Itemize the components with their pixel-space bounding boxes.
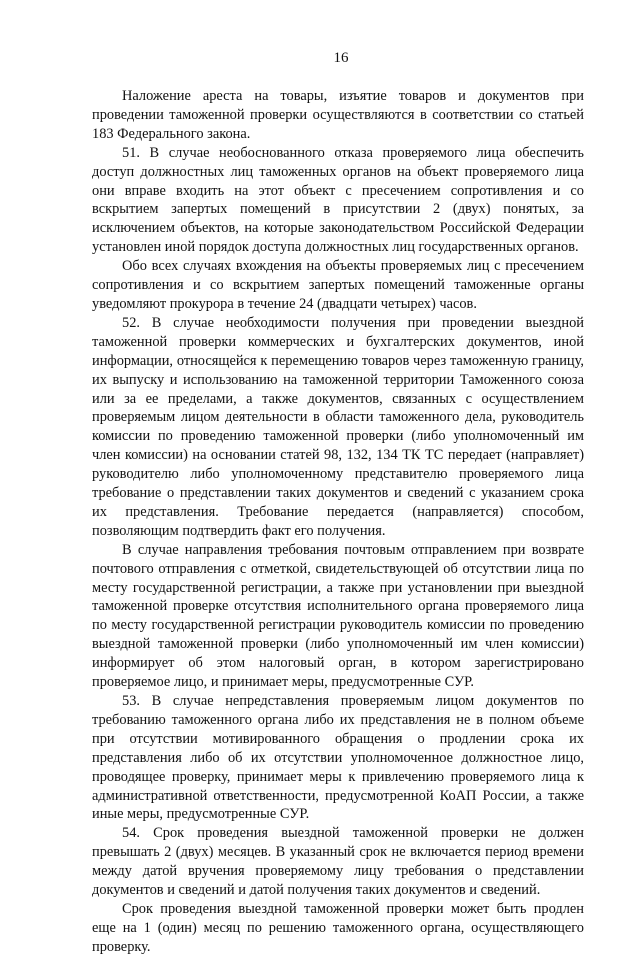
paragraph-54-extension: Срок проведения выездной таможенной проверки может быть продлен еще на 1 (один) месяц по решению таможенного органа, осуществляющего проверку. <box>92 900 584 955</box>
paragraph-52-postal-request: В случае направления требования почтовым отправлением при возврате почтового отправления с отметкой, свидетельствующей об отсутствии лица по месту государственной регистрации, а также при установлении при выездной таможенной проверке отсутствия исполнительного органа проверяемого лица по месту государственной регистрации руководитель комиссии по проведению выездной таможенной проверки (либо уполномоченный им член комиссии) информирует об этом налоговый орган, в котором зарегистрировано проверяемое лицо, и принимает меры, предусмотренные СУР. <box>92 541 584 691</box>
paragraph-51: 51. В случае необоснованного отказа проверяемого лица обеспечить доступ должностных лиц таможенных органов на объект проверяемого лица они вправе входить на этот объект с пресечением сопротивления и со вскрытием запертых помещений в присутствии 2 (двух) понятых, за исключением объектов, на которые законодательством Российской Федерации установлен иной порядок доступа должностных лиц государственных органов. <box>92 144 584 256</box>
paragraph-54: 54. Срок проведения выездной таможенной проверки не должен превышать 2 (двух) месяцев. В указанный срок не включается период времени между датой вручения проверяемому лицу требования о представлении документов и сведений и датой получения таких документов и сведений. <box>92 825 584 899</box>
paragraph-52: 52. В случае необходимости получения при проведении выездной таможенной проверки коммерческих и бухгалтерских документов, иной информации, относящейся к перемещению товаров через таможенную границу, их выпуску и использованию на таможенной территории Таможенного союза или за ее пределами, а также документов, связанных с осуществлением проверяемым лицом деятельности в области таможенного дела, руководитель комиссии по проведению таможенной проверки (либо уполномоченный им член комиссии) на основании статей 98, 132, 134 ТК ТС передает (направляет) руководителю либо уполномоченному представителю проверяемого лица требование о представлении таких документов и сведений с указанием срока их представления. Требование передается (направляется) способом, позволяющим подтвердить факт его получения. <box>92 314 584 539</box>
page-number: 16 <box>333 50 349 66</box>
paragraph-53: 53. В случае непредставления проверяемым лицом документов по требованию таможенного органа либо их представления не в полном объеме при отсутствии мотивированного обращения о продлении срока их представления либо об их отсутствии уполномоченное должностное лицо, проводящее проверку, принимает меры к привлечению проверяемого лица к административной ответственности, предусмотренной КоАП России, а также иные меры, предусмотренные СУР. <box>92 693 584 823</box>
paragraph-arrest-of-goods: Наложение ареста на товары, изъятие товаров и документов при проведении таможенной проверки осуществляются в соответствии со статьей 183 Федерального закона. <box>92 88 584 142</box>
paragraph-51-prosecutor-notice: Обо всех случаях вхождения на объекты проверяемых лиц с пресечением сопротивления и со вскрытием запертых помещений таможенные органы уведомляют прокурора в течение 24 (двадцати четырех) часов. <box>92 258 584 312</box>
